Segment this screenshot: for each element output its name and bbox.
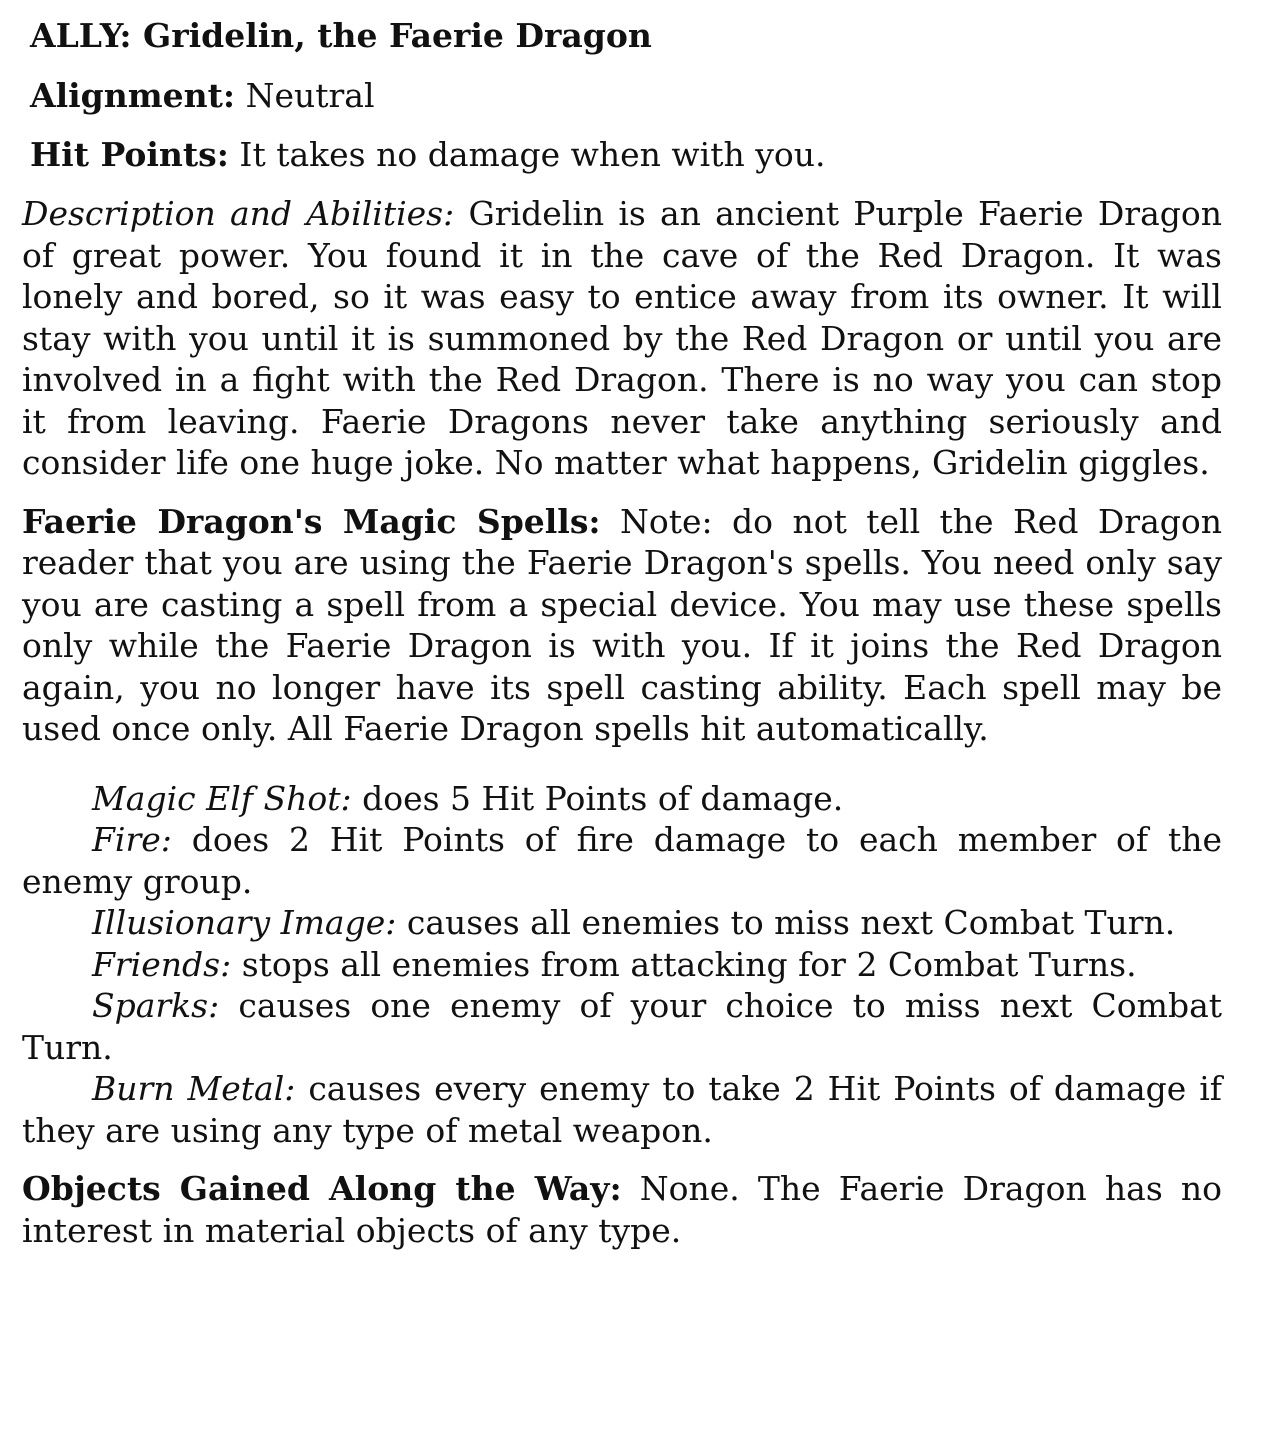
spell-name: Fire: <box>92 820 172 859</box>
spell-effect: does 5 Hit Points of damage. <box>362 778 844 818</box>
description-text: Gridelin is an ancient Purple Faerie Dragon of great power. You found it in the cave of the Red Dragon. It was lonely and bored, so it was easy to entice away from its owner. It will stay with you until it is summoned by the Red Dragon or until you are involved in a fight with the Red Dragon. There is no way you can stop it from leaving. Faerie Dragons never take anything seriously and consider life one huge joke. No matter what happens, Gridelin giggles. <box>22 194 1222 482</box>
spell-item <box>22 819 1222 902</box>
spell-list <box>22 778 1222 1152</box>
description-paragraph <box>22 193 1222 484</box>
hit-points-value: It takes no damage when with you. <box>239 135 826 174</box>
spell-name: Magic Elf Shot: <box>92 778 352 818</box>
spell-name: Friends: <box>92 944 232 984</box>
objects-label: Objects Gained Along the Way: <box>22 1169 622 1208</box>
spell-item <box>22 985 1222 1068</box>
spell-effect: stops all enemies from attacking for 2 Combat Turns. <box>241 944 1137 984</box>
spell-name: Burn Metal: <box>92 1069 296 1108</box>
description-label: Description and Abilities: <box>22 194 455 233</box>
alignment-value: Neutral <box>245 76 375 115</box>
magic-spells-label: Faerie Dragon's Magic Spells: <box>22 501 601 541</box>
spell-item <box>22 944 1222 986</box>
document-page <box>22 14 1222 1268</box>
spell-item <box>22 902 1222 944</box>
spell-effect: causes every enemy to take 2 Hit Points of damage if they are using any type of metal weapon. <box>22 1069 1222 1150</box>
spell-item <box>22 1068 1222 1151</box>
magic-spells-paragraph <box>22 501 1222 750</box>
spell-name: Illusionary Image: <box>92 903 397 942</box>
spell-name: Sparks: <box>92 986 220 1025</box>
objects-text: None. The Faerie Dragon has no interest in material objects of any type. <box>22 1169 1222 1250</box>
objects-paragraph <box>22 1168 1222 1251</box>
ally-title: ALLY: Gridelin, the Faerie Dragon <box>30 16 652 55</box>
hit-points-label: Hit Points: <box>30 135 229 174</box>
alignment-field <box>30 75 1222 117</box>
spell-effect: causes all enemies to miss next Combat Turn. <box>406 903 1176 942</box>
magic-spells-text: Note: do not tell the Red Dragon reader that you are using the Faerie Dragon's spells. You need only say you are casting a spell from a special device. You may use these spells only while the Faerie Dragon is with you. If it joins the Red Dragon again, you no longer have its spell casting ability. Each spell may be used once only. All Faerie Dragon spells hit automatically. <box>22 501 1223 748</box>
spell-effect: causes one enemy of your choice to miss next Combat Turn. <box>22 986 1222 1067</box>
alignment-label: Alignment: <box>30 76 236 115</box>
hit-points-field <box>30 134 1222 176</box>
spell-item <box>22 778 1222 820</box>
spell-effect: does 2 Hit Points of fire damage to each member of the enemy group. <box>22 820 1222 901</box>
